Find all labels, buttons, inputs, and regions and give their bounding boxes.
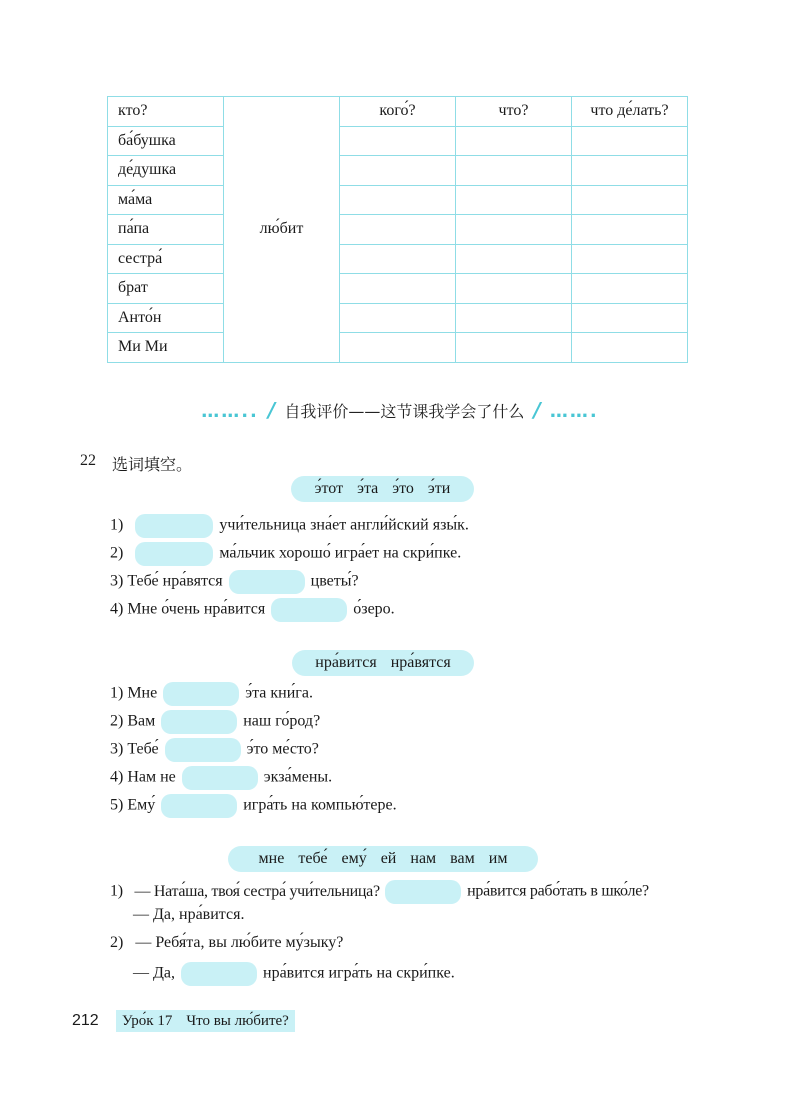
table-row [108,97,688,127]
sentence-before: — Ната́ша, твоя́ сестра́ учи́тельница? [134,882,380,900]
sentence-line [110,766,332,788]
sentence-line [110,738,319,760]
item-number: 3) [110,572,124,590]
item-number: 1) [110,516,124,534]
header-what-do: что де́лать? [572,97,688,127]
answer-blank[interactable] [161,710,237,734]
answer-cell[interactable] [340,303,456,333]
answer-cell[interactable] [456,126,572,156]
sentence-before: Мне о́чень нра́вится [127,600,266,618]
sentence-line [110,514,469,536]
table-row [108,126,688,156]
word-bank-item: э́та [357,480,379,497]
sentence-after: экза́мены. [263,768,333,786]
person-cell: брат [108,274,224,304]
word-bank-2 [292,650,474,676]
sentence-after: о́зеро. [353,600,395,618]
word-bank-3 [228,846,538,872]
table-row [108,244,688,274]
answer-cell[interactable] [572,274,688,304]
decorative-dots-left: …….. [201,401,259,422]
answer-blank[interactable] [181,962,257,986]
word-bank-item: вам [450,850,475,867]
word-bank-1 [291,476,474,502]
sentence-before: Нам не [127,768,176,786]
table-row [108,303,688,333]
sentence-after: игра́ть на компью́тере. [243,796,397,814]
item-number: 1) [110,684,124,702]
sentence-before: — Ребя́та, вы лю́бите му́зыку? [135,934,344,951]
answer-cell[interactable] [456,215,572,245]
sentence-before: — Да, нра́вится. [133,906,245,923]
answer-cell[interactable] [572,244,688,274]
slash-icon: / [533,398,541,422]
word-bank-item: э́ти [427,480,451,497]
sentence-line [110,794,397,816]
sentence-after: учи́тельница зна́ет англи́йский язы́к. [219,516,469,534]
vocabulary-table [107,96,688,363]
sentence-line [110,932,343,954]
sentence-after: цветы́? [310,572,359,590]
answer-blank[interactable] [161,794,237,818]
answer-cell[interactable] [572,215,688,245]
sentence-before: Вам [127,712,156,730]
self-assessment-heading [0,398,800,426]
word-bank-item: мне [258,850,285,867]
word-bank-item: нра́вится [315,654,377,671]
sentence-before: Тебе́ нра́вятся [127,572,223,590]
answer-cell[interactable] [572,303,688,333]
item-number: 3) [110,740,124,758]
sentence-after: э́та кни́га. [245,684,313,702]
answer-cell[interactable] [340,215,456,245]
answer-cell[interactable] [456,185,572,215]
sentence-after: э́то ме́сто? [246,740,319,758]
exercise-number: 22 [80,452,96,469]
answer-cell[interactable] [340,333,456,363]
answer-cell[interactable] [456,274,572,304]
answer-cell[interactable] [340,185,456,215]
person-cell: Ми Ми [108,333,224,363]
word-bank-item: тебе́ [298,850,328,867]
lesson-title: Что вы лю́бите? [186,1013,289,1029]
sentence-before: Мне [127,684,158,702]
answer-cell[interactable] [572,185,688,215]
person-cell: ма́ма [108,185,224,215]
answer-blank[interactable] [229,570,305,594]
slash-icon: / [268,398,276,422]
sentence-line [133,904,244,926]
word-bank-item: им [488,850,508,867]
word-bank-item: ей [380,850,397,867]
table-row [108,156,688,186]
sentence-after: наш го́род? [243,712,321,730]
decorative-dots-right: ……. [549,401,599,422]
item-number: 4) [110,600,124,618]
header-who: кто? [108,97,224,127]
answer-blank[interactable] [135,542,213,566]
lesson-number: Уро́к 17 [122,1013,173,1029]
table-row [108,215,688,245]
answer-cell[interactable] [456,303,572,333]
person-cell: Анто́н [108,303,224,333]
answer-cell[interactable] [340,126,456,156]
answer-cell[interactable] [340,244,456,274]
item-number: 2) [110,712,124,730]
answer-blank[interactable] [182,766,258,790]
answer-cell[interactable] [340,274,456,304]
word-bank-item: э́тот [314,480,344,497]
sentence-after: нра́вится игра́ть на скри́пке. [263,964,455,982]
answer-cell[interactable] [340,156,456,186]
person-cell: па́па [108,215,224,245]
answer-cell[interactable] [456,244,572,274]
answer-blank[interactable] [271,598,347,622]
table-row [108,185,688,215]
header-what: что? [456,97,572,127]
sentence-line [110,570,359,592]
answer-blank[interactable] [135,514,213,538]
sentence-line [110,542,461,564]
section-title: 自我评价——这节课我学会了什么 [284,402,525,421]
item-number: 5) [110,796,124,814]
sentence-after: нра́вится рабо́тать в шко́ле? [467,882,649,900]
item-number: 4) [110,768,124,786]
page-number: 212 [72,1012,99,1029]
sentence-line [110,710,320,732]
table-row [108,333,688,363]
header-whom: кого́? [340,97,456,127]
word-bank-item: нра́вятся [390,654,451,671]
sentence-after: ма́льчик хорошо́ игра́ет на скри́пке. [219,544,462,562]
answer-cell[interactable] [572,126,688,156]
sentence-before: Ему́ [127,796,156,814]
answer-blank[interactable] [165,738,241,762]
answer-cell[interactable] [572,156,688,186]
sentence-line [110,880,649,902]
person-cell: сестра́ [108,244,224,274]
answer-blank[interactable] [385,880,461,904]
sentence-before: — Да, [133,964,176,982]
lesson-tag [116,1010,295,1032]
sentence-line [133,962,455,984]
person-cell: де́душка [108,156,224,186]
exercise-title: 选词填空。 [112,455,193,474]
word-bank-item: ему́ [341,850,367,867]
item-number: 2) [110,934,124,951]
answer-cell[interactable] [456,333,572,363]
answer-cell[interactable] [572,333,688,363]
person-cell: ба́бушка [108,126,224,156]
sentence-before: Тебе́ [127,740,159,758]
item-number: 1) [110,882,123,900]
answer-blank[interactable] [163,682,239,706]
word-bank-item: э́то [392,480,414,497]
word-bank-item: нам [410,850,437,867]
item-number: 2) [110,544,124,562]
answer-cell[interactable] [456,156,572,186]
table-row [108,274,688,304]
sentence-line [110,682,313,704]
verb-cell: лю́бит [224,97,340,363]
sentence-line [110,598,395,620]
